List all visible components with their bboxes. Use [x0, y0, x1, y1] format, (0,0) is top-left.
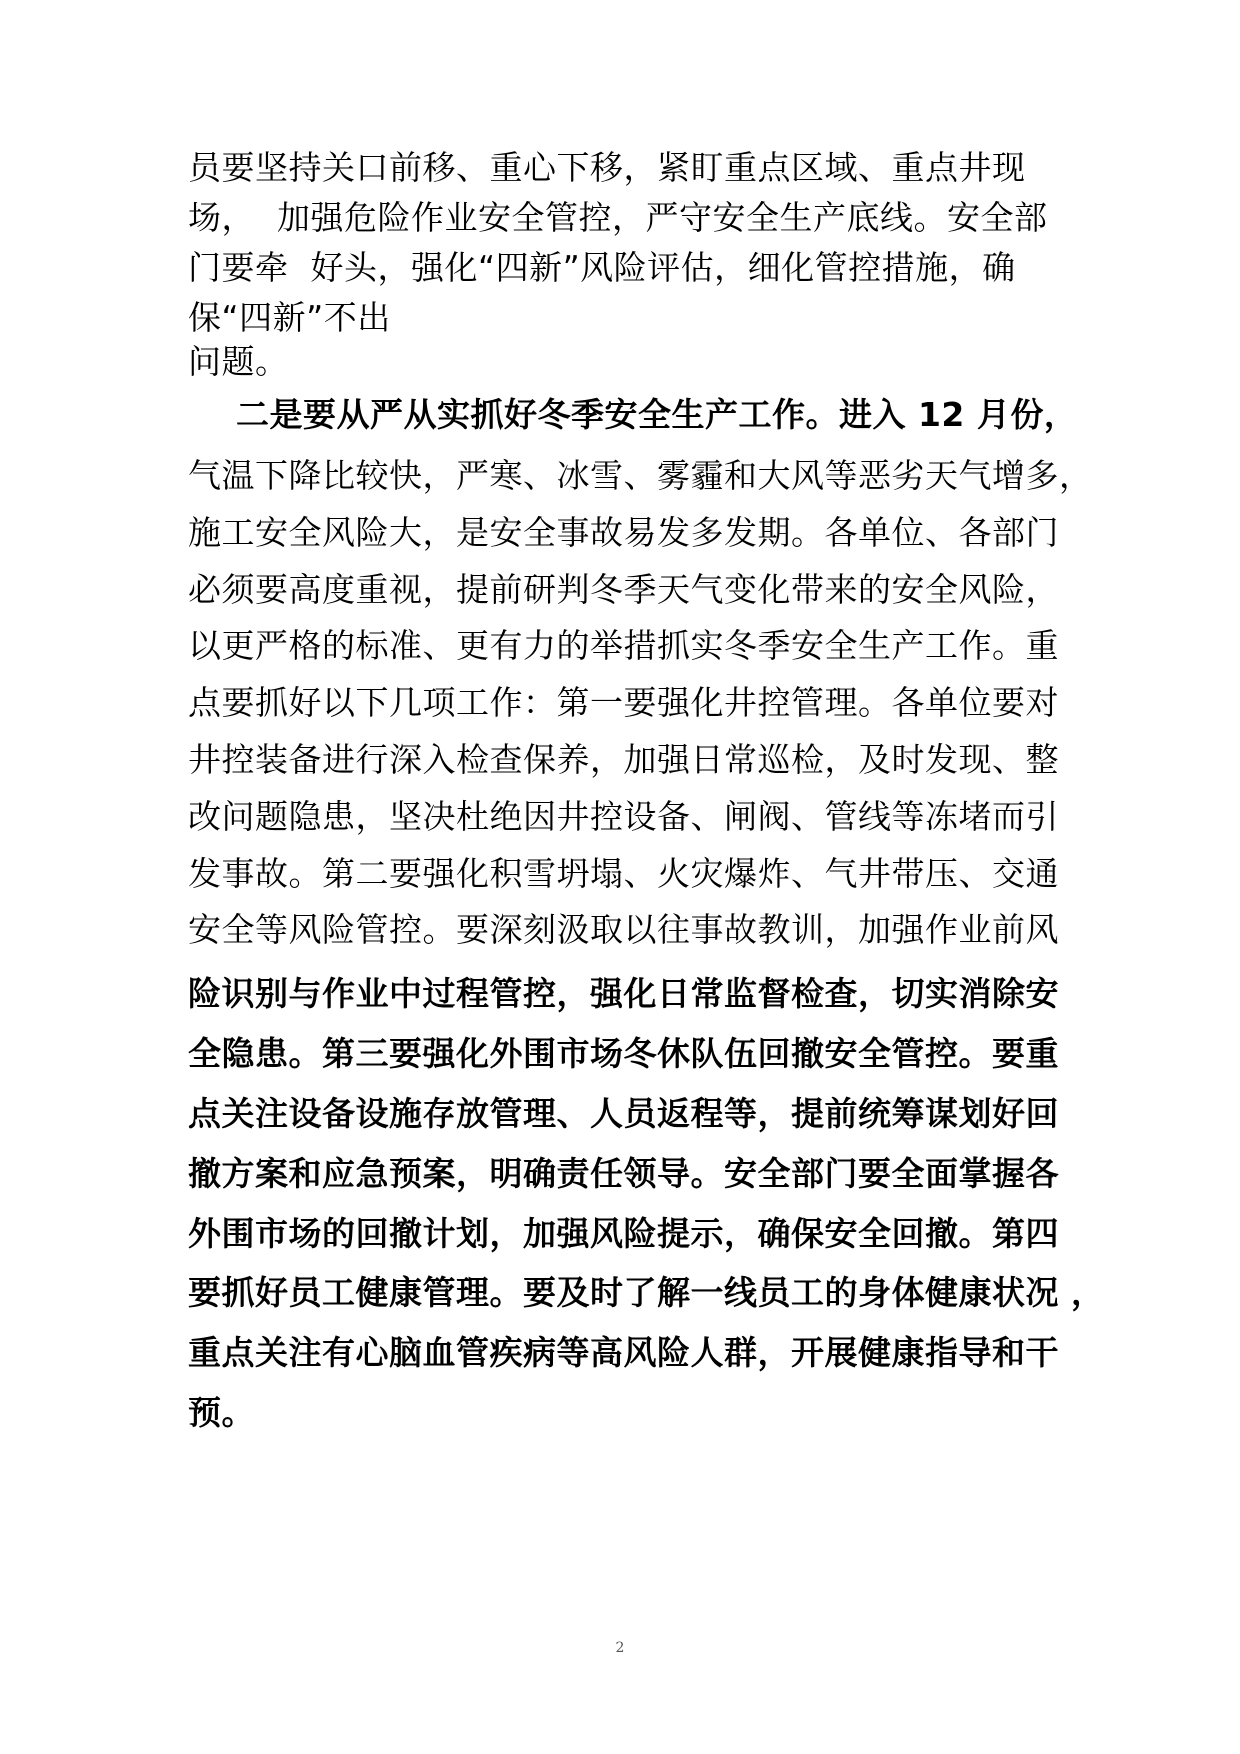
body-line: 点要抓好以下几项工作：第一要强化井控管理。各单位要对	[188, 683, 1059, 722]
body-line-bold: 重点关注有心脑血管疾病等高风险人群，开展健康指导和干	[188, 1333, 1059, 1372]
body-line: 安全等风险管控。要深刻汲取以往事故教训，加强作业前风	[188, 910, 1059, 949]
body-line: 保“四新”不出	[188, 298, 391, 337]
body-line-bold: 外围市场的回撤计划，加强风险提示，确保安全回撤。第四	[188, 1214, 1059, 1253]
body-line-bold: 全隐患。第三要强化外围市场冬休队伍回撤安全管控。要重	[188, 1034, 1059, 1073]
body-line: 发事故。第二要强化积雪坍塌、火灾爆炸、气井带压、交通	[188, 854, 1059, 893]
body-line-bold: 险识别与作业中过程管控，强化日常监督检查，切实消除安	[188, 974, 1059, 1013]
body-line: 气温下降比较快，严寒、冰雪、雾霾和大风等恶劣天气增多，	[188, 456, 1093, 495]
body-line: 井控装备进行深入检查保养，加强日常巡检，及时发现、整	[188, 740, 1059, 779]
body-line: 场， 加强危险作业安全管控，严守安全生产底线。安全部	[188, 198, 1048, 237]
page-number: 2	[615, 1640, 625, 1656]
body-line-bold: 点关注设备设施存放管理、人员返程等，提前统筹谋划好回	[188, 1094, 1059, 1133]
body-line-bold: 要抓好员工健康管理。要及时了解一线员工的身体健康状况 ，	[188, 1273, 1105, 1312]
body-line: 员要坚持关口前移、重心下移，紧盯重点区域、重点井现	[188, 148, 1026, 187]
body-line: 以更严格的标准、更有力的举措抓实冬季安全生产工作。重	[188, 626, 1059, 665]
body-line: 问题。	[188, 342, 289, 381]
body-line: 必须要高度重视，提前研判冬季天气变化带来的安全风险，	[188, 570, 1059, 609]
body-line: 施工安全风险大，是安全事故易发多发期。各单位、各部门	[188, 513, 1059, 552]
paragraph-heading-line: 二是要从严从实抓好冬季安全生产工作。进入 12 月份，	[188, 395, 1078, 434]
body-line: 改问题隐患，坚决杜绝因井控设备、闸阀、管线等冻堵而引	[188, 797, 1059, 836]
body-line: 门要牵 好头，强化“四新”风险评估，细化管控措施，确	[188, 248, 1016, 287]
body-line-bold: 撤方案和应急预案，明确责任领导。安全部门要全面掌握各	[188, 1154, 1059, 1193]
body-line-bold: 预。	[188, 1393, 255, 1432]
